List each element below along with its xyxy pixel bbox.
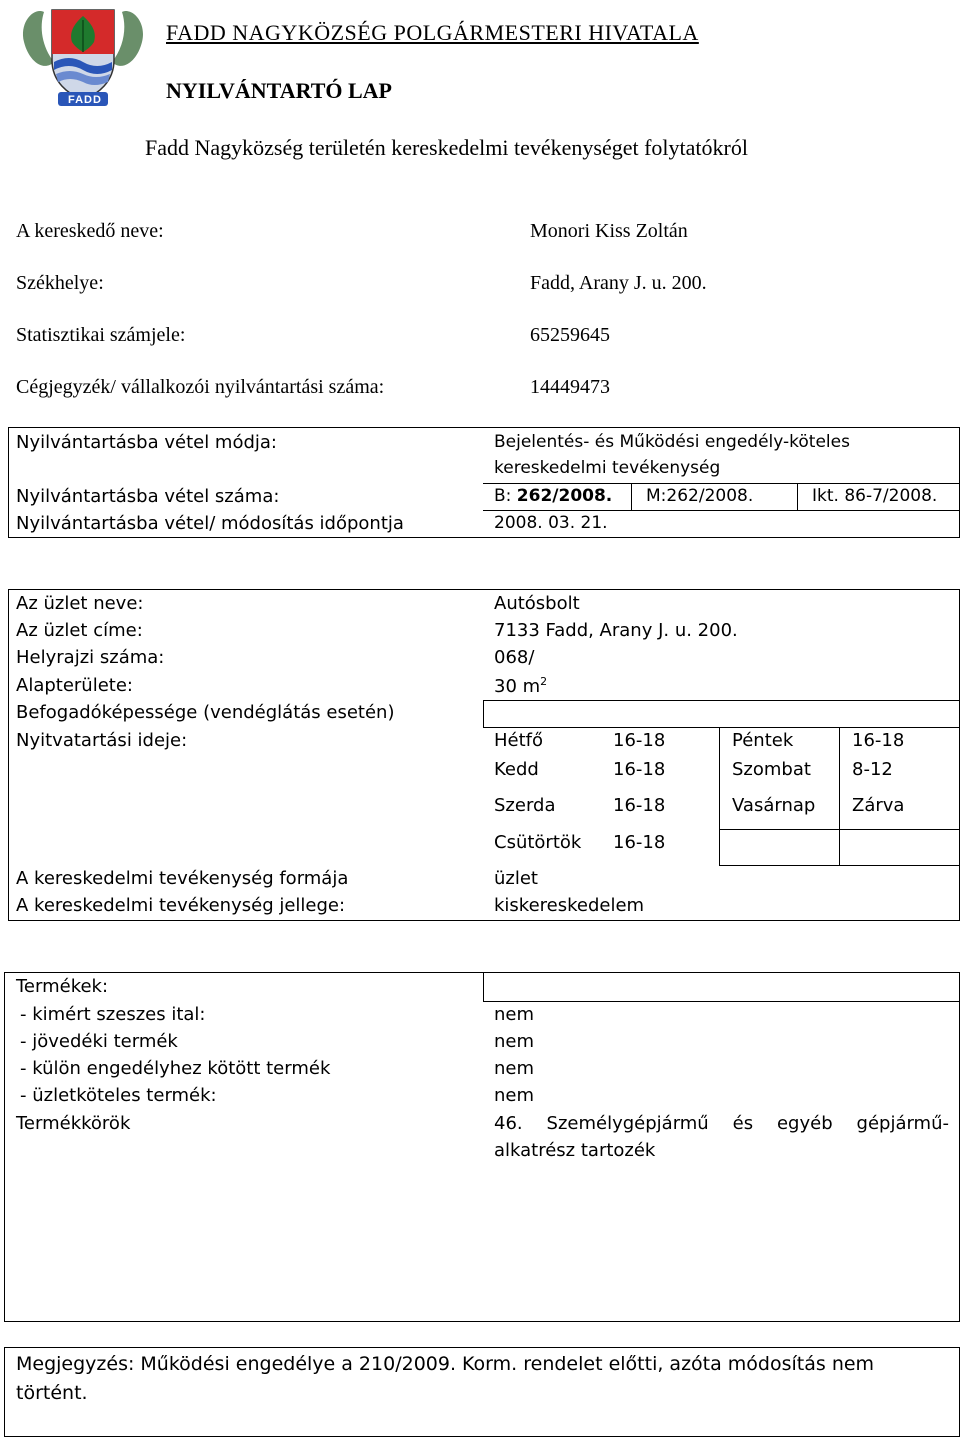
trader-seat-value: Fadd, Arany J. u. 200.	[530, 272, 707, 294]
trader-stat-value: 65259645	[530, 324, 610, 346]
reg-number-b	[494, 486, 612, 506]
hours-day: Kedd	[494, 759, 539, 780]
hours-day: Szerda	[494, 795, 556, 816]
shop-form-value: üzlet	[494, 868, 538, 889]
hours-time: 16-18	[852, 730, 905, 751]
shop-divider	[483, 700, 484, 727]
shop-lot-value: 068/	[494, 647, 535, 668]
logo-text: FADD	[68, 94, 102, 106]
shop-divider	[719, 829, 960, 830]
product-item-value: nem	[494, 1031, 535, 1052]
trader-name-value: Monori Kiss Zoltán	[530, 220, 688, 242]
note-line-2: történt.	[16, 1382, 88, 1404]
hours-time: 16-18	[613, 759, 666, 780]
shop-area-unit-sup: 2	[540, 675, 548, 688]
product-item-label: - külön engedélyhez kötött termék	[20, 1058, 331, 1079]
shop-capacity-label: Befogadóképessége (vendéglátás esetén)	[16, 702, 395, 723]
hours-time: 16-18	[613, 730, 666, 751]
hours-day: Vasárnap	[732, 795, 816, 816]
shop-divider	[483, 727, 960, 728]
shop-type-label: A kereskedelmi tevékenység jellege:	[16, 895, 346, 916]
product-groups-label: Termékkörök	[16, 1113, 131, 1134]
trader-seat-label: Székhelye:	[16, 272, 104, 294]
registration-divider	[797, 483, 798, 510]
shop-type-value: kiskereskedelem	[494, 895, 645, 916]
trader-name-label: A kereskedő neve:	[16, 220, 164, 242]
shop-divider	[839, 727, 840, 865]
reg-number-ikt: Ikt. 86-7/2008.	[812, 486, 938, 506]
shop-address-label: Az üzlet címe:	[16, 620, 143, 641]
hours-day: Szombat	[732, 759, 811, 780]
product-item-value: nem	[494, 1004, 535, 1025]
shop-form-label: A kereskedelmi tevékenység formája	[16, 868, 349, 889]
registration-divider	[483, 483, 960, 484]
shop-divider	[719, 727, 720, 865]
shop-area-value	[494, 675, 547, 697]
reg-number-b-value: 262/2008.	[516, 486, 613, 506]
hours-time: 16-18	[613, 795, 666, 816]
reg-mode-value-2: kereskedelmi tevékenység	[494, 458, 721, 478]
shop-divider	[719, 865, 960, 866]
office-name: FADD NAGYKÖZSÉG POLGÁRMESTERI HIVATALA	[166, 20, 699, 45]
reg-number-m: M:262/2008.	[646, 486, 754, 506]
product-item-label: - üzletköteles termék:	[20, 1085, 217, 1106]
product-item-label: - kimért szeszes ital:	[20, 1004, 206, 1025]
hours-day: Péntek	[732, 730, 794, 751]
reg-mode-label: Nyilvántartásba vétel módja:	[16, 432, 277, 453]
reg-date-value: 2008. 03. 21.	[494, 513, 608, 533]
products-divider	[483, 972, 484, 1002]
page-subtitle: Fadd Nagyközség területén kereskedelmi tevékenységet folytatókról	[145, 135, 748, 160]
shop-address-value: 7133 Fadd, Arany J. u. 200.	[494, 620, 738, 641]
coat-of-arms-logo	[14, 2, 152, 110]
shop-area-number: 30 m	[494, 676, 541, 697]
product-item-value: nem	[494, 1085, 535, 1106]
note-line-1: Megjegyzés: Működési engedélye a 210/2009. Korm. rendelet előtti, azóta módosítás nem	[16, 1353, 875, 1375]
shop-divider	[483, 700, 960, 701]
product-groups-value-1: 46. Személygépjármű és egyéb gépjármű-	[494, 1113, 949, 1134]
shop-hours-label: Nyitvatartási ideje:	[16, 730, 188, 751]
shop-name-label: Az üzlet neve:	[16, 593, 144, 614]
products-divider	[483, 1001, 960, 1002]
hours-time: 16-18	[613, 832, 666, 853]
trader-stat-label: Statisztikai számjele:	[16, 324, 186, 346]
hours-time: 8-12	[852, 759, 893, 780]
shop-name-value: Autósbolt	[494, 593, 580, 614]
product-groups-value-2: alkatrész tartozék	[494, 1140, 656, 1161]
trader-reg-value: 14449473	[530, 376, 610, 398]
reg-number-label: Nyilvántartásba vétel száma:	[16, 486, 280, 507]
product-item-value: nem	[494, 1058, 535, 1079]
registration-divider	[483, 510, 960, 511]
trader-reg-label: Cégjegyzék/ vállalkozói nyilvántartási száma:	[16, 376, 385, 398]
reg-date-label: Nyilvántartásba vétel/ módosítás időpontja	[16, 513, 404, 534]
hours-day: Hétfő	[494, 730, 544, 751]
shop-lot-label: Helyrajzi száma:	[16, 647, 165, 668]
page-title: NYILVÁNTARTÓ LAP	[166, 78, 392, 103]
registration-divider	[631, 483, 632, 510]
reg-number-b-prefix: B:	[494, 486, 517, 506]
shop-area-label: Alapterülete:	[16, 675, 133, 696]
hours-day: Csütörtök	[494, 832, 582, 853]
products-header: Termékek:	[16, 976, 109, 997]
hours-time: Zárva	[852, 795, 905, 816]
product-item-label: - jövedéki termék	[20, 1031, 178, 1052]
reg-mode-value-1: Bejelentés- és Működési engedély-köteles	[494, 432, 850, 452]
